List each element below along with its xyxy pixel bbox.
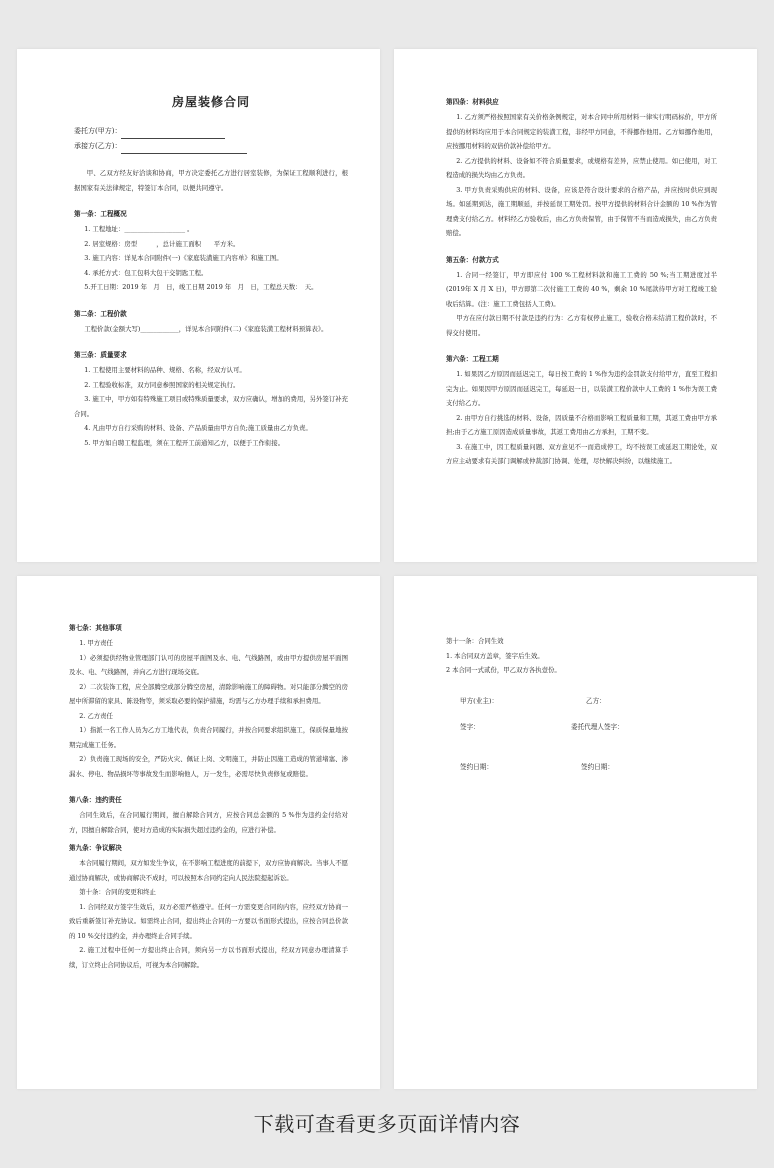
section-2-text: 工程价款(金额大写)____________，详见本合同附件(二)《家庭装潢工程材料预算表》。 — [84, 324, 328, 333]
party-b-blank — [121, 145, 247, 154]
section-1-item: 2. 居室规格：房型 ，总计施工面积 平方米。 — [84, 239, 240, 248]
section-1-item: 3. 施工内容：详见本合同附件(一)《家庭装潢施工内容单》和施工图。 — [84, 254, 283, 262]
contract-title: 房屋装修合同 — [171, 95, 250, 109]
section-1-title: 第一条：工程概况 — [74, 210, 127, 218]
section-6-item: 3. 在施工中，因工程质量问题、双方意见不一而造成停工，均不按误工或延迟工期论处，双方应主动要求有关部门调解或仲裁部门协调、处理，尽快解决纠纷，以继续施工。 — [446, 442, 717, 465]
section-3-item: 3. 施工中，甲方如有特殊施工项目或特殊质量要求，双方应确认，增加的费用，另外签订补充合同。 — [74, 395, 348, 418]
document-page-2 — [394, 49, 757, 562]
document-page-1 — [17, 49, 380, 562]
document-page-4 — [394, 576, 757, 1089]
section-1-item: 4. 承托方式：包工包料大包干交钥匙工程。 — [84, 268, 208, 277]
section-5-item: 甲方在应付款日期不付款是违约行为：乙方有权停止施工，验收合格未结清工程价款时，不得交付使用。 — [446, 314, 717, 337]
section-11-title: 第十一条：合同生效 — [446, 637, 504, 645]
section-10-title: 第十条：合同的变更和终止 — [79, 888, 156, 896]
section-6-item: 2. 由甲方自行挑选的材料、设备，因质量不合格而影响工程质量和工期，其返工费由甲方承担;由于乙方施工原因造成质量事故，其返工费用由乙方承担，工期不变。 — [446, 413, 717, 436]
document-page-3 — [17, 576, 380, 1089]
section-10-item: 1. 合同经双方签字生效后，双方必需严格遵守。任何一方需变更合同的内容，应经双方协商一致后重新签订补充协议。如需终止合同，提出终止合同的一方要以书面形式提出，应按合同总价款的 10 %交付违约金，并办理终止合同手续。 — [69, 902, 348, 940]
intro-paragraph: 甲、乙双方经友好洽谈和协商，甲方决定委托乙方进行居室装修，为保证工程顺利进行，根据国家有关法律规定，特签订本合同，以便共同遵守。 — [74, 169, 348, 192]
section-4-title: 第四条：材料供应 — [446, 98, 499, 106]
section-3-item: 1. 工程使用主要材料的品种、规格、名称，经双方认可。 — [84, 366, 246, 374]
signature-row — [460, 720, 717, 734]
seal-row — [460, 694, 717, 708]
section-3-item: 5. 甲方如自聘工程监理，须在工程开工前通知乙方，以便于工作衔接。 — [84, 438, 285, 447]
date-a-label: 签约日期： — [460, 762, 493, 771]
section-8-text: 合同生效后，在合同履行期间，擅自解除合同方，应按合同总金额的 5 %作为违约金付给对方，因擅自解除合同，使对方造成的实际损失超过违约金的，应进行补偿。 — [69, 811, 348, 834]
section-7-subheading: 1. 甲方责任 — [79, 639, 113, 647]
section-7-subheading: 2. 乙方责任 — [79, 711, 113, 720]
section-6-item: 1. 如果因乙方原因而延迟完工，每日按工费的 1 %作为违约金罚款支付给甲方，直至工程扣完为止。如果因甲方原因而延迟完工，每延迟一日，以装潢工程价款中人工费的 1 %作为误工费支付给乙方。 — [446, 370, 717, 407]
party-a-blank — [121, 130, 225, 139]
section-9-title: 第九条：争议解决 — [69, 844, 122, 852]
section-5-title: 第五条：付款方式 — [446, 255, 499, 264]
section-3-title: 第三条：质量要求 — [74, 351, 127, 359]
section-4-item: 1. 乙方须严格按照国家有关价格条例规定，对本合同中所用材料一律实行明码标价，甲方所提供的材料均应用于本合同规定的装潢工程，非经甲方同意，不得挪作他用。乙方如挪作他用，应按挪用材料的双倍价款补偿给甲方。 — [446, 113, 717, 150]
date-row — [460, 760, 717, 774]
section-7-item: 1）指派一名工作人员为乙方工地代表，负责合同履行，并按合同要求组织施工，保质保量地按期完成施工任务。 — [69, 726, 348, 749]
party-a-label: 委托方(甲方)： — [74, 127, 122, 135]
party-a-line — [74, 124, 348, 139]
section-7-item: 2）负责施工现场的安全，严防火灾、佩证上岗、文明施工，并防止因施工造成的管道堵塞、渗漏水、停电、物品损坏等事故发生而影响他人，万一发生，必需尽快负责修复或赔偿。 — [69, 755, 348, 778]
section-11-item: 2 本合同一式贰份，甲乙双方各执壹份。 — [446, 666, 561, 674]
section-4-item: 3. 甲方负责采购供应的材料、设备，应该是符合设计要求的合格产品，并应按时供应到现场。如延期到达，施工期顺延，并按延误工期处罚。按甲方提供的材料合计金额的 10 %作为管理费支付给乙方。材料经乙方验收后，由乙方负责保管，由于保管不当而造成损失，由乙方负责赔偿。 — [446, 185, 717, 237]
section-7-item: 2）二次装饰工程，应全部腾空或部分腾空房屋，清除影响施工的障碍物。对只能部分腾空的房屋中所滞留的家具、陈设物等，须采取必要的保护措施，均需与乙方办理手续和承担费用。 — [69, 682, 348, 705]
section-7-item: 1）必须提供经物业管理部门认可的房屋平面图及水、电、气线路图，或由甲方提供房屋平面图及水、电、气线路图，并向乙方进行现场交底。 — [69, 653, 348, 676]
party-a-seal-label: 甲方(业主)： — [460, 696, 499, 705]
section-7-title: 第七条：其他事项 — [69, 624, 122, 632]
party-b-line — [74, 139, 348, 154]
download-caption: 下载可查看更多页面详情内容 — [253, 1112, 521, 1136]
section-2-title: 第二条：工程价款 — [74, 309, 127, 318]
section-1-item: 5.开工日期：2019 年 月 日，竣工日期 2019 年 月 日，工程总天数： 天。 — [84, 283, 318, 291]
party-b-label: 承接方(乙方)： — [74, 142, 122, 150]
party-b-seal-label: 乙方： — [586, 696, 606, 705]
date-b-label: 签约日期： — [581, 762, 614, 771]
section-10-item: 2. 施工过程中任何一方提出终止合同，须向另一方以书面形式提出，经双方同意办理清算手续，订立终止合同协议后，可视为本合同解除。 — [69, 946, 348, 969]
signature-a-label: 签字： — [460, 722, 480, 731]
section-4-item: 2. 乙方提供的材料、设备如不符合质量要求，或规格有差异，应禁止使用。如已使用，对工程造成的损失均由乙方负责。 — [446, 156, 717, 179]
section-9-text: 本合同履行期间，双方如发生争议，在不影响工程进度的前提下，双方应协商解决。当事人不愿通过协商解决，或协商解决不成时，可以按照本合同约定向人民法院提起诉讼。 — [69, 859, 348, 882]
section-8-title: 第八条：违约责任 — [69, 796, 122, 804]
section-5-item: 1. 合同一经签订，甲方即应付 100 %工程材料款和施工工费的 50 %;当工期进度过半(2019年 X 月 X 日)，甲方即第二次付施工工费的 40 %，剩余 10 %尾款待甲方对工程竣工验收后结算。(注：施工工费包括人工费)。 — [446, 270, 717, 308]
section-3-item: 2. 工程验收标准，双方同意参照国家的相关规定执行。 — [84, 380, 240, 389]
section-11-item: 1. 本合同双方盖章，签字后生效。 — [446, 651, 544, 660]
section-3-item: 4. 凡由甲方自行采购的材料、设备、产品质量由甲方自负;施工质量由乙方负责。 — [84, 424, 312, 432]
signature-b-label: 委托代理人签字： — [571, 722, 624, 731]
section-6-title: 第六条：工程工期 — [446, 355, 499, 363]
section-1-item: 1. 工程地址：___________________ 。 — [84, 225, 194, 233]
